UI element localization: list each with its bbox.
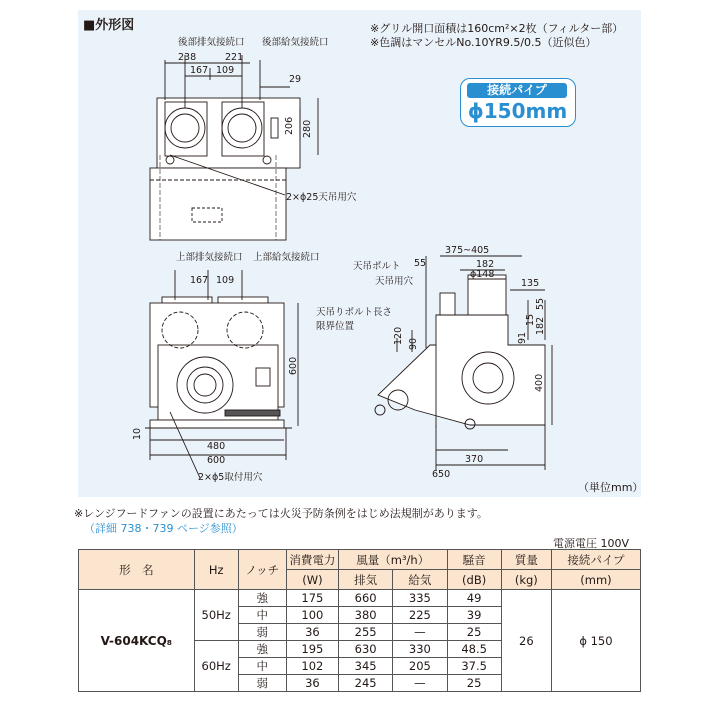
label-ceiling-bolt: 天吊ボルト bbox=[353, 261, 401, 272]
dim-480: 480 bbox=[207, 441, 226, 452]
dim-109-front: 109 bbox=[216, 275, 235, 286]
cell-exhaust: 345 bbox=[339, 658, 393, 675]
label-upper-supply: 上部給気接続口 bbox=[253, 252, 320, 263]
header-pipe-unit: (mm) bbox=[551, 570, 640, 590]
cell-noise: 48.5 bbox=[447, 641, 501, 658]
dim-400: 400 bbox=[534, 373, 545, 392]
side-view bbox=[316, 245, 552, 480]
cell-noise: 39 bbox=[447, 607, 501, 624]
label-hanging-hole-25: 2×ϕ25天吊用穴 bbox=[286, 192, 357, 203]
cell-noise: 25 bbox=[447, 675, 501, 692]
front-view bbox=[132, 251, 320, 483]
label-bolt-length: 天吊りボルト長さ bbox=[316, 307, 393, 318]
pipe-value: ϕ 150 bbox=[551, 590, 640, 692]
cell-notch: 強 bbox=[238, 590, 286, 607]
header-exhaust: 排気 bbox=[339, 570, 393, 590]
dim-370: 370 bbox=[465, 454, 484, 465]
cell-supply: 335 bbox=[393, 590, 447, 607]
header-mass: 質量 bbox=[501, 550, 551, 570]
dim-375-405: 375~405 bbox=[445, 245, 490, 256]
dim-280: 280 bbox=[302, 119, 313, 138]
cell-power: 36 bbox=[286, 675, 338, 692]
freq-50hz: 50Hz bbox=[194, 590, 238, 641]
label-ceiling-hole: 天吊用穴 bbox=[375, 276, 414, 287]
header-noise: 騒音 bbox=[447, 550, 501, 570]
header-pipe: 接続パイプ bbox=[551, 550, 640, 570]
label-limit-position: 限界位置 bbox=[316, 321, 355, 332]
label-phi148: ϕ148 bbox=[470, 269, 495, 280]
cell-notch: 弱 bbox=[238, 675, 286, 692]
cell-power: 36 bbox=[286, 624, 338, 641]
cell-exhaust: 630 bbox=[339, 641, 393, 658]
label-mount-hole-5: 2×ϕ5取付用穴 bbox=[198, 472, 263, 483]
pipe-badge-size: ϕ150mm bbox=[467, 99, 568, 123]
cell-supply: 330 bbox=[393, 641, 447, 658]
dim-167: 167 bbox=[190, 65, 209, 76]
label-top-exhaust: 後部排気接続口 bbox=[178, 37, 245, 48]
cell-exhaust: 660 bbox=[339, 590, 393, 607]
cell-notch: 中 bbox=[238, 658, 286, 675]
cell-power: 175 bbox=[286, 590, 338, 607]
mass-value: 26 bbox=[501, 590, 551, 692]
freq-60hz: 60Hz bbox=[194, 641, 238, 692]
cell-supply: 225 bbox=[393, 607, 447, 624]
label-upper-exhaust: 上部排気接続口 bbox=[176, 252, 243, 263]
dim-182b: 182 bbox=[535, 316, 546, 335]
dim-221: 221 bbox=[225, 52, 244, 63]
dim-238: 238 bbox=[178, 52, 197, 63]
header-model: 形 名 bbox=[79, 550, 195, 590]
dim-15: 15 bbox=[525, 313, 536, 326]
dim-55b: 55 bbox=[535, 297, 546, 310]
pipe-size-badge bbox=[460, 78, 576, 127]
header-airflow: 風量（m³/h） bbox=[339, 550, 448, 570]
header-notch: ノッチ bbox=[238, 550, 286, 590]
cell-exhaust: 380 bbox=[339, 607, 393, 624]
regulation-warning: ※レンジフードファンの設置にあたっては火災予防条例をはじめ法規制があります。 bbox=[74, 507, 488, 520]
dim-55: 55 bbox=[414, 258, 427, 269]
dim-600-bottom: 600 bbox=[207, 455, 226, 466]
dim-182: 182 bbox=[476, 259, 495, 270]
cell-exhaust: 255 bbox=[339, 624, 393, 641]
dim-10: 10 bbox=[132, 427, 143, 440]
cell-notch: 強 bbox=[238, 641, 286, 658]
top-view bbox=[150, 36, 357, 240]
cell-noise: 25 bbox=[447, 624, 501, 641]
spec-table bbox=[78, 549, 641, 692]
dim-120: 120 bbox=[393, 326, 404, 345]
cell-noise: 49 bbox=[447, 590, 501, 607]
pipe-badge-title: 接続パイプ bbox=[467, 83, 567, 98]
note-grille-area: ※グリル開口面積は160cm²×2枚（フィルター部） bbox=[370, 22, 624, 35]
supply-voltage: 電源電圧 100V bbox=[553, 537, 630, 550]
note-color: ※色調はマンセルNo.10YR9.5/0.5（近似色） bbox=[370, 36, 597, 49]
unit-note: （単位mm） bbox=[578, 481, 644, 494]
cell-power: 102 bbox=[286, 658, 338, 675]
dim-29: 29 bbox=[289, 74, 302, 85]
header-power: 消費電力 bbox=[286, 550, 338, 570]
dim-206: 206 bbox=[284, 116, 295, 135]
cell-noise: 37.5 bbox=[447, 658, 501, 675]
header-noise-unit: (dB) bbox=[447, 570, 501, 590]
cell-exhaust: 245 bbox=[339, 675, 393, 692]
cell-supply: 205 bbox=[393, 658, 447, 675]
header-hz: Hz bbox=[194, 550, 238, 590]
table-row bbox=[79, 590, 641, 607]
cell-power: 100 bbox=[286, 607, 338, 624]
dim-90: 90 bbox=[408, 337, 419, 350]
cell-supply: — bbox=[393, 624, 447, 641]
dim-109: 109 bbox=[216, 65, 235, 76]
dim-650: 650 bbox=[432, 469, 451, 480]
model-name: V-604KCQ₈ bbox=[79, 590, 195, 692]
header-power-unit: (W) bbox=[286, 570, 338, 590]
label-top-supply: 後部給気接続口 bbox=[262, 37, 329, 48]
section-title: ■外形図 bbox=[83, 18, 135, 33]
cell-notch: 中 bbox=[238, 607, 286, 624]
cell-power: 195 bbox=[286, 641, 338, 658]
dim-167-front: 167 bbox=[190, 275, 209, 286]
header-mass-unit: (kg) bbox=[501, 570, 551, 590]
header-supply: 給気 bbox=[393, 570, 447, 590]
dim-135: 135 bbox=[521, 278, 540, 289]
dim-600-side: 600 bbox=[288, 356, 299, 375]
cell-supply: — bbox=[393, 675, 447, 692]
dim-91: 91 bbox=[517, 331, 528, 344]
warning-reference: （詳細 738・739 ページ参照） bbox=[84, 522, 243, 535]
cell-notch: 弱 bbox=[238, 624, 286, 641]
